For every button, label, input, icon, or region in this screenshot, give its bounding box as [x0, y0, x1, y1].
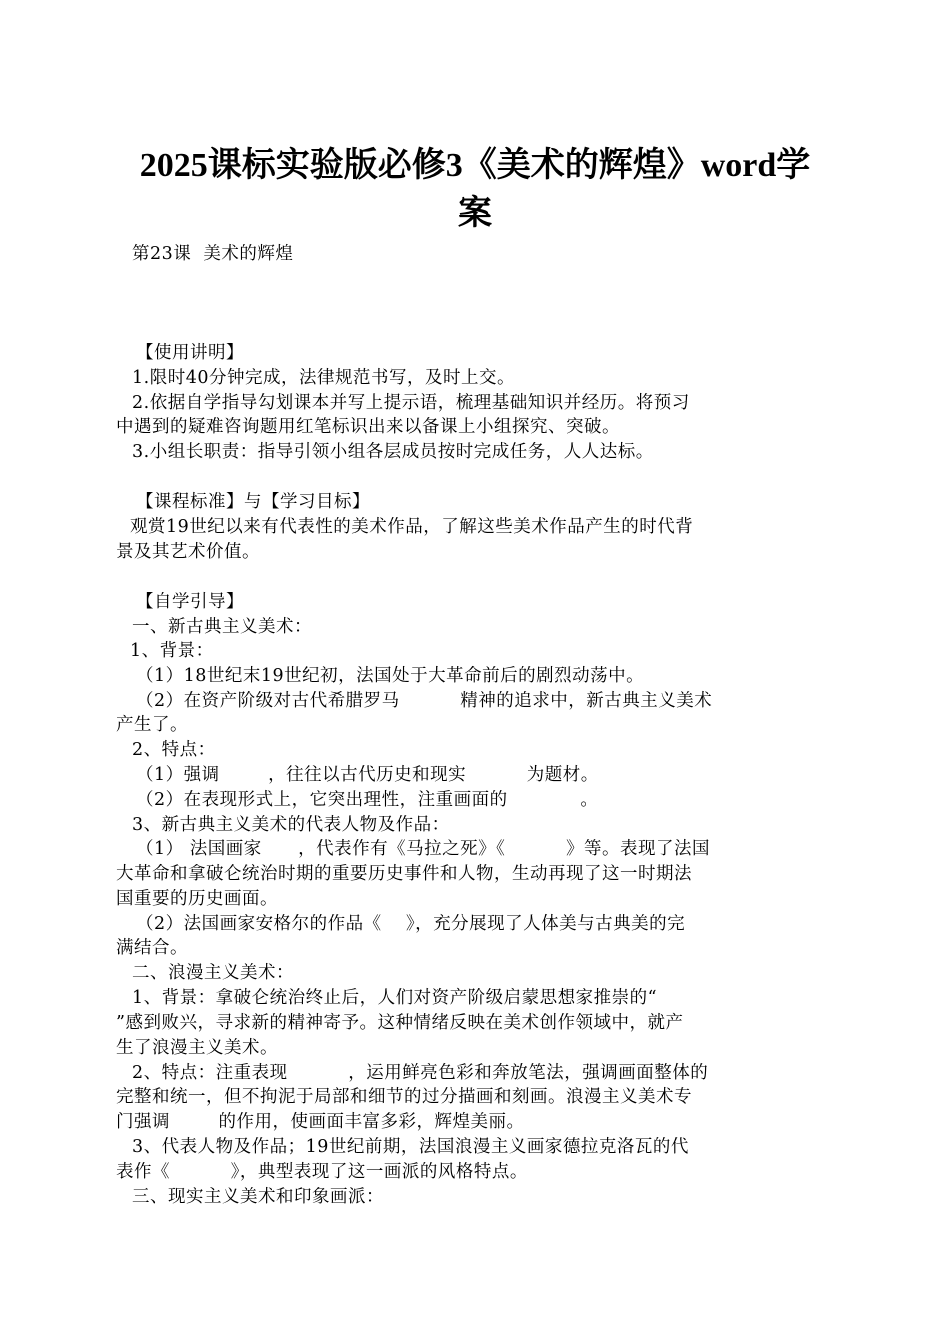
section-1-representatives-label: 3、新古典主义美术的代表人物及作品： — [132, 815, 450, 835]
section-1-representatives-1-cont2: 国重要的历史画面。 — [116, 889, 278, 909]
section-1-representatives-2-cont: 满结合。 — [116, 938, 188, 958]
usage-item-2: 2.依据自学指导勾划课本并写上提示语，梳理基础知识并经历。将预习 — [132, 393, 690, 413]
document-title-line2: 案 — [458, 195, 492, 232]
section-1-representatives-1: （1） 法国画家 ，代表作有《马拉之死》《 》等。表现了法国 — [136, 839, 710, 859]
section-2-title: 二、浪漫主义美术： — [132, 963, 294, 983]
section-2-representatives: 3、代表人物及作品；19世纪前期，法国浪漫主义画家德拉克洛瓦的代 — [132, 1137, 689, 1157]
section-1-background-2-cont: 产生了。 — [116, 715, 188, 735]
usage-heading: 【使用讲明】 — [136, 343, 244, 363]
usage-item-1: 1.限时40分钟完成，法律规范书写，及时上交。 — [132, 368, 515, 388]
document-title-line1: 2025课标实验版必修3《美术的辉煌》word学 — [139, 147, 811, 184]
section-2-features: 2、特点：注重表现 ，运用鲜亮色彩和奔放笔法，强调画面整体的 — [132, 1063, 709, 1083]
section-1-features-label: 2、特点： — [132, 740, 216, 760]
section-1-title: 一、新古典主义美术： — [132, 617, 312, 637]
standards-text: 观赏19世纪以来有代表性的美术作品，了解这些美术作品产生的时代背 — [130, 517, 694, 537]
section-1-features-1: （1）强调 ，往往以古代历史和现实 为题材。 — [136, 765, 599, 785]
section-1-features-2: （2）在表现形式上，它突出理性，注重画面的 。 — [136, 790, 599, 810]
section-2-background: 1、背景：拿破仑统治终止后，人们对资产阶级启蒙思想家推崇的“ — [132, 988, 658, 1008]
section-3-title: 三、现实主义美术和印象画派： — [132, 1187, 384, 1207]
usage-item-2-cont: 中遇到的疑难咨询题用红笔标识出来以备课上小组探究、突破。 — [116, 417, 620, 437]
section-1-representatives-2: （2）法国画家安格尔的作品《 》，充分展现了人体美与古典美的完 — [136, 914, 686, 934]
usage-item-3: 3.小组长职责：指导引领小组各层成员按时完成任务，人人达标。 — [132, 442, 654, 462]
section-1-background-1: （1）18世纪末19世纪初，法国处于大革命前后的剧烈动荡中。 — [136, 666, 645, 686]
section-2-features-cont: 完整和统一，但不拘泥于局部和细节的过分描画和刻画。浪漫主义美术专 — [116, 1087, 692, 1107]
standards-text-cont: 景及其艺术价值。 — [116, 542, 260, 562]
standards-heading: 【课程标准】与【学习目标】 — [136, 492, 370, 512]
section-2-features-cont2: 门强调 的作用，使画面丰富多彩，辉煌美丽。 — [116, 1112, 525, 1132]
lesson-subtitle: 第23课 美术的辉煌 — [132, 244, 294, 264]
guide-heading: 【自学引导】 — [136, 592, 244, 612]
section-1-background-2: （2）在资产阶级对古代希腊罗马 精神的追求中，新古典主义美术 — [136, 691, 713, 711]
section-1-representatives-1-cont: 大革命和拿破仑统治时期的重要历史事件和人物，生动再现了这一时期法 — [116, 864, 692, 884]
section-2-background-cont2: 生了浪漫主义美术。 — [116, 1038, 278, 1058]
section-1-background-label: 1、背景： — [130, 641, 214, 661]
section-2-background-cont: ”感到败兴，寻求新的精神寄予。这种情绪反映在美术创作领域中，就产 — [116, 1013, 684, 1033]
section-2-representatives-cont: 表作《 》，典型表现了这一画派的风格特点。 — [116, 1162, 528, 1182]
